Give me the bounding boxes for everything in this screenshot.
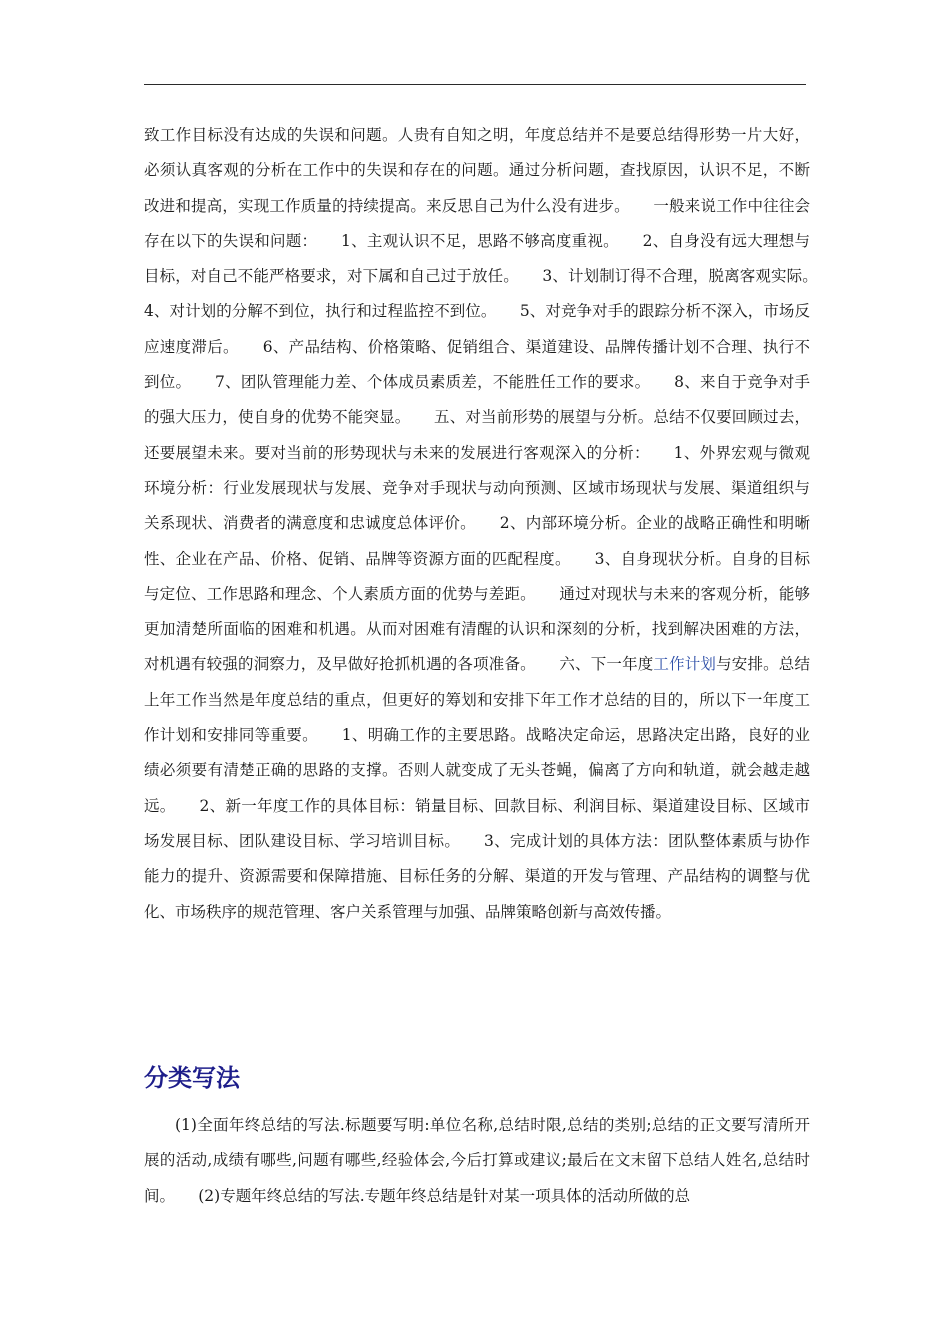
paragraph-text-after-link: 与安排。总结上年工作当然是年度总结的重点，但更好的筹划和安排下年工作才总结的目的，所以下一年度工作计划和安排同等重要。 1、明确工作的主要思路。战略决定命运，思路决定出路，良好的业绩必须要有清楚正确的思路的支撑。否则人就变成了无头苍蝇，偏离了方向和轨道，就会越走越远。 2、新一年度工作的具体目标：销量目标、回款目标、利润目标、渠道建设目标、区域市场发展目标、团队建设目标、学习培训目标。 3、完成计划的具体方法：团队整体素质与协作能力的提升、资源需要和保障措施、目标任务的分解、渠道的开发与管理、产品结构的调整与优化、市场秩序的规范管理、客户关系管理与加强、品牌策略创新与高效传播。 xyxy=(144,655,810,921)
work-plan-link[interactable]: 工作计划 xyxy=(653,655,717,674)
body-paragraph xyxy=(144,118,842,930)
classification-paragraph: (1)全面年终总结的写法.标题要写明:单位名称,总结时限,总结的类别;总结的正文要写清所开展的活动,成绩有哪些,问题有哪些,经验体会,今后打算或建议;最后在文末留下总结人姓名,总结时间。 (2)专题年终总结的写法.专题年终总结是针对某一项具体的活动所做的总 xyxy=(144,1116,810,1205)
header-rule xyxy=(144,84,806,85)
section-heading: 分类写法 xyxy=(144,1064,240,1092)
paragraph-text-before-link: 致工作目标没有达成的失误和问题。人贵有自知之明，年度总结并不是要总结得形势一片大好，必须认真客观的分析在工作中的失误和存在的问题。通过分析问题，查找原因，认识不足，不断改进和提高，实现工作质量的持续提高。来反思自己为什么没有进步。 一般来说工作中往往会存在以下的失误和问题： 1、主观认识不足，思路不够高度重视。 2、自身没有远大理想与目标，对自己不能严格要求，对下属和自己过于放任。 3、计划制订得不合理，脱离客观实际。 4、对计划的分解不到位，执行和过程监控不到位。 5、对竞争对手的跟踪分析不深入，市场反应速度滞后。 6、产品结构、价格策略、促销组合、渠道建设、品牌传播计划不合理、执行不到位。 7、团队管理能力差、个体成员素质差，不能胜任工作的要求。 8、来自于竞争对手的强大压力，使自身的优势不能突显。 五、对当前形势的展望与分析。总结不仅要回顾过去，还要展望未来。要对当前的形势现状与未来的发展进行客观深入的分析： 1、外界宏观与微观环境分析：行业发展现状与发展、竞争对手现状与动向预测、区域市场现状与发展、渠道组织与关系现状、消费者的满意度和忠诚度总体评价。 2、内部环境分析。企业的战略正确性和明晰性、企业在产品、价格、促销、品牌等资源方面的匹配程度。 3、自身现状分析。自身的目标与定位、工作思路和理念、个人素质方面的优势与差距。 通过对现状与未来的客观分析，能够更加清楚所面临的困难和机遇。从而对困难有清醒的认识和深刻的分析，找到解决困难的方法，对机遇有较强的洞察力，及早做好抢抓机遇的各项准备。 六、下一年度 xyxy=(144,126,842,674)
